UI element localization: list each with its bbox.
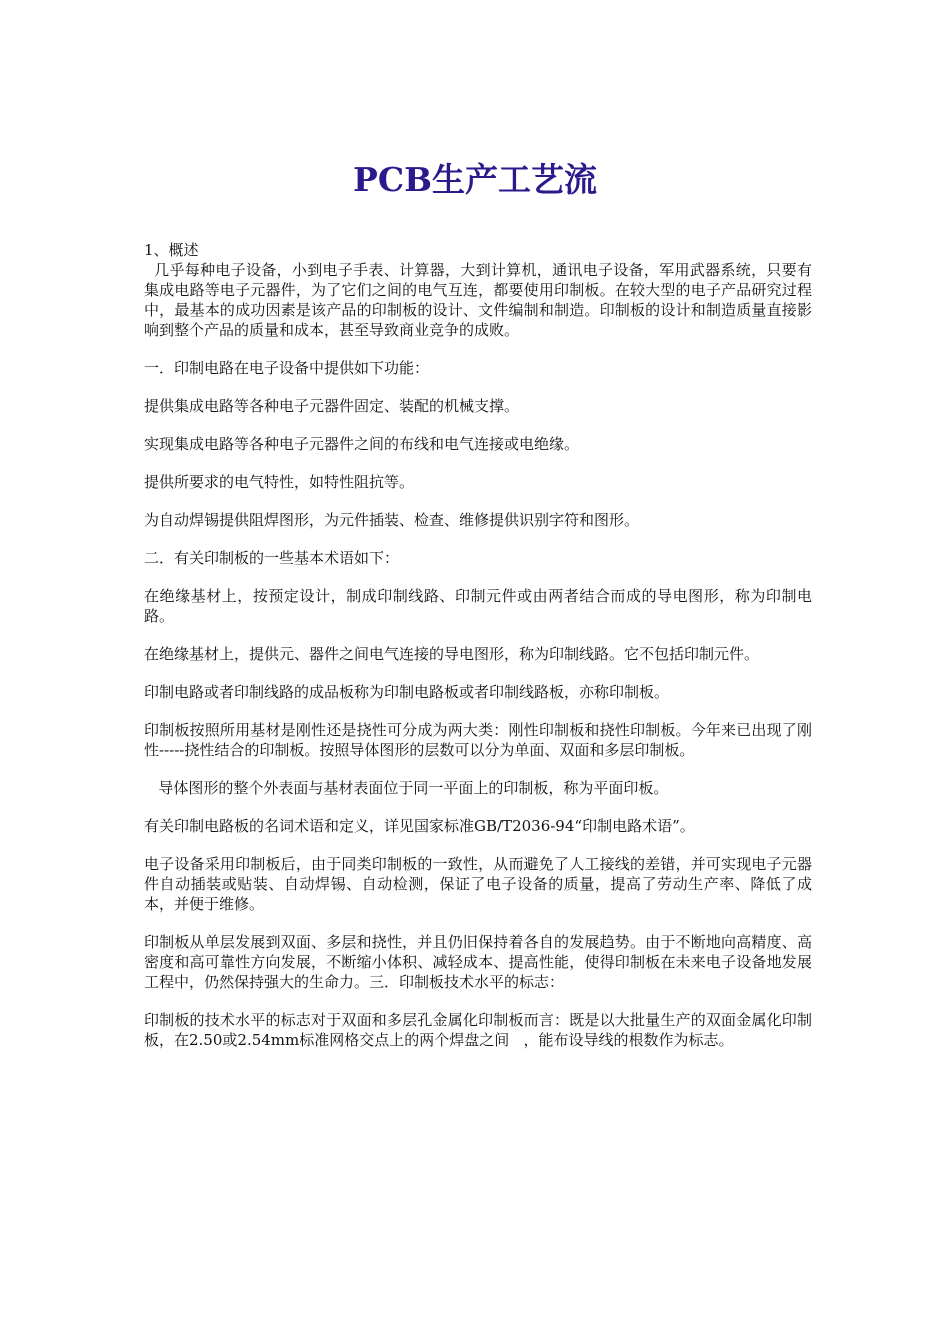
paragraph-term-6: 有关印制电路板的名词术语和定义，详见国家标准GB/T2036-94“印制电路术语”。 <box>144 817 695 835</box>
paragraph-overview: 几乎每种电子设备，小到电子手表、计算器，大到计算机，通讯电子设备，军用武器系统，只要有集成电路等电子元器件，为了它们之间的电气互连，都要使用印制板。在较大型的电子产品研究过程中，最基本的成功因素是该产品的印制板的设计、文件编制和制造。印制板的设计和制造质量直接影响到整个产品的质量和成本，甚至导致商业竞争的成败。 <box>144 261 812 339</box>
paragraph-function-3: 提供所要求的电气特性，如特性阻抗等。 <box>144 473 415 491</box>
paragraph-function-4: 为自动焊锡提供阻焊图形，为元件插装、检查、维修提供识别字符和图形。 <box>144 511 640 529</box>
section-heading-overview: 1、概述 <box>144 241 199 259</box>
paragraph-term-4: 印制板按照所用基材是刚性还是挠性可分成为两大类：刚性印制板和挠性印制板。今年来已出现了刚性-----挠性结合的印制板。按照导体图形的层数可以分为单面、双面和多层印制板。 <box>144 721 812 759</box>
paragraph-advantages: 电子设备采用印制板后，由于同类印制板的一致性，从而避免了人工接线的差错，并可实现电子元器件自动插装或贴装、自动焊锡、自动检测，保证了电子设备的质量，提高了劳动生产率、降低了成本，并便于维修。 <box>144 855 812 913</box>
paragraph-function-1: 提供集成电路等各种电子元器件固定、装配的机械支撑。 <box>144 397 520 415</box>
section-heading-functions: 一．印制电路在电子设备中提供如下功能： <box>144 359 430 377</box>
paragraph-function-2: 实现集成电路等各种电子元器件之间的布线和电气连接或电绝缘。 <box>144 435 580 453</box>
paragraph-term-5: 导体图形的整个外表面与基材表面位于同一平面上的印制板，称为平面印板。 <box>144 779 669 797</box>
paragraph-term-1: 在绝缘基材上，按预定设计，制成印制线路、印制元件或由两者结合而成的导电图形，称为印制电路。 <box>144 587 812 625</box>
paragraph-term-2: 在绝缘基材上，提供元、器件之间电气连接的导电图形，称为印制线路。它不包括印制元件。 <box>144 645 760 663</box>
document-body <box>144 240 812 1068</box>
section-heading-terms: 二．有关印制板的一些基本术语如下： <box>144 549 400 567</box>
paragraph-technical-level: 印制板的技术水平的标志对于双面和多层孔金属化印制板而言：既是以大批量生产的双面金属化印制板，在2.50或2.54mm标准网格交点上的两个焊盘之间 ，能布设导线的根数作为标志。 <box>144 1011 812 1049</box>
paragraph-term-3: 印制电路或者印制线路的成品板称为印制电路板或者印制线路板，亦称印制板。 <box>144 683 670 701</box>
paragraph-development: 印制板从单层发展到双面、多层和挠性，并且仍旧保持着各自的发展趋势。由于不断地向高精度、高密度和高可靠性方向发展，不断缩小体积、减轻成本、提高性能，使得印制板在未来电子设备地发展工程中，仍然保持强大的生命力。三．印制板技术水平的标志： <box>144 933 812 991</box>
document-title: PCB生产工艺流 <box>353 160 597 199</box>
